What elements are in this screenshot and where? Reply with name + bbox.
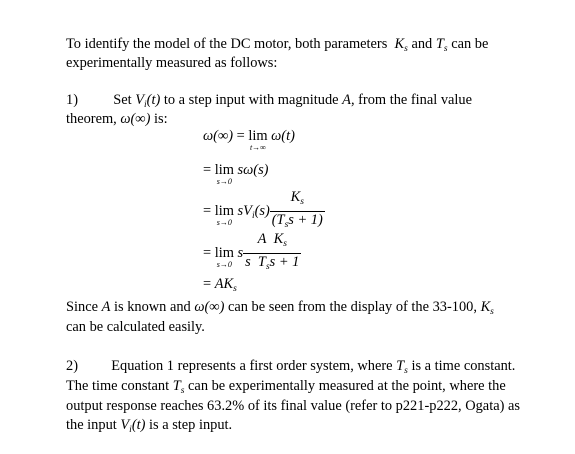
- since-line-2: can be calculated easily.: [66, 319, 205, 335]
- equation-5: = $AK_s$: [203, 276, 237, 294]
- intro-can-be: can be: [451, 36, 489, 52]
- symbol-ks-2: $K_s$: [480, 299, 494, 317]
- step2-the-time-constant: The time constant: [66, 378, 170, 394]
- symbol-a-2: A: [101, 299, 111, 315]
- since-word: Since: [66, 299, 98, 315]
- symbol-ts-2: $T_s$: [396, 358, 408, 376]
- step1-line-2: [66, 110, 168, 128]
- step2-number: 2): [66, 358, 78, 374]
- step1-final-value: , from the final value: [350, 92, 473, 108]
- step1-theorem: theorem,: [66, 111, 117, 127]
- equation-1: ω(∞) = lim t→∞ ω(t): [203, 128, 295, 152]
- step2-line-4: [66, 416, 232, 439]
- equation-4: = lim s→0 s $\frac{A K_s}{s T_ss + 1}$: [203, 231, 300, 272]
- symbol-ks: $K_s$: [390, 36, 408, 54]
- symbol-vi-t-2: $V_i(t)$: [120, 417, 146, 435]
- step2-time-constant: is a time constant.: [411, 358, 516, 374]
- step1-number: 1): [66, 92, 78, 108]
- step2-equation1: Equation 1 represents a first order system, where: [111, 358, 393, 374]
- equation-2: = lim s→0 sω(s): [203, 162, 269, 186]
- step2-measured: can be experimentally measured at the point, where the: [188, 378, 506, 394]
- symbol-ts: $T_s$: [435, 36, 448, 54]
- step1-step-input: to a step input with magnitude: [163, 92, 339, 108]
- since-known: is known and: [114, 299, 191, 315]
- step2-the-input: the input: [66, 417, 117, 433]
- equation-3: = lim s→0 $sV_i(s)$ $\frac{K_s}{(T_ss + 1)}$: [203, 189, 323, 230]
- since-display: can be seen from the display of the 33-100,: [227, 299, 477, 315]
- intro-and: and: [411, 36, 433, 52]
- intro-line-2: experimentally measured as follows:: [66, 55, 278, 71]
- symbol-omega-inf: ω(∞): [120, 111, 151, 127]
- intro-text: To identify the model of the DC motor, both parameters: [66, 36, 388, 52]
- symbol-omega-inf-2: ω(∞): [194, 299, 225, 315]
- step1-set: Set: [113, 92, 132, 108]
- symbol-ts-3: $T_s$: [172, 378, 185, 396]
- step2-line-3: output response reaches 63.2% of its final value (refer to p221-p222, Ogata) as: [66, 398, 520, 414]
- symbol-a: A: [342, 92, 351, 108]
- symbol-vi-t: $V_i(t)$: [135, 92, 161, 110]
- step2-step-input: is a step input.: [149, 417, 233, 433]
- step1-is: is:: [153, 111, 168, 127]
